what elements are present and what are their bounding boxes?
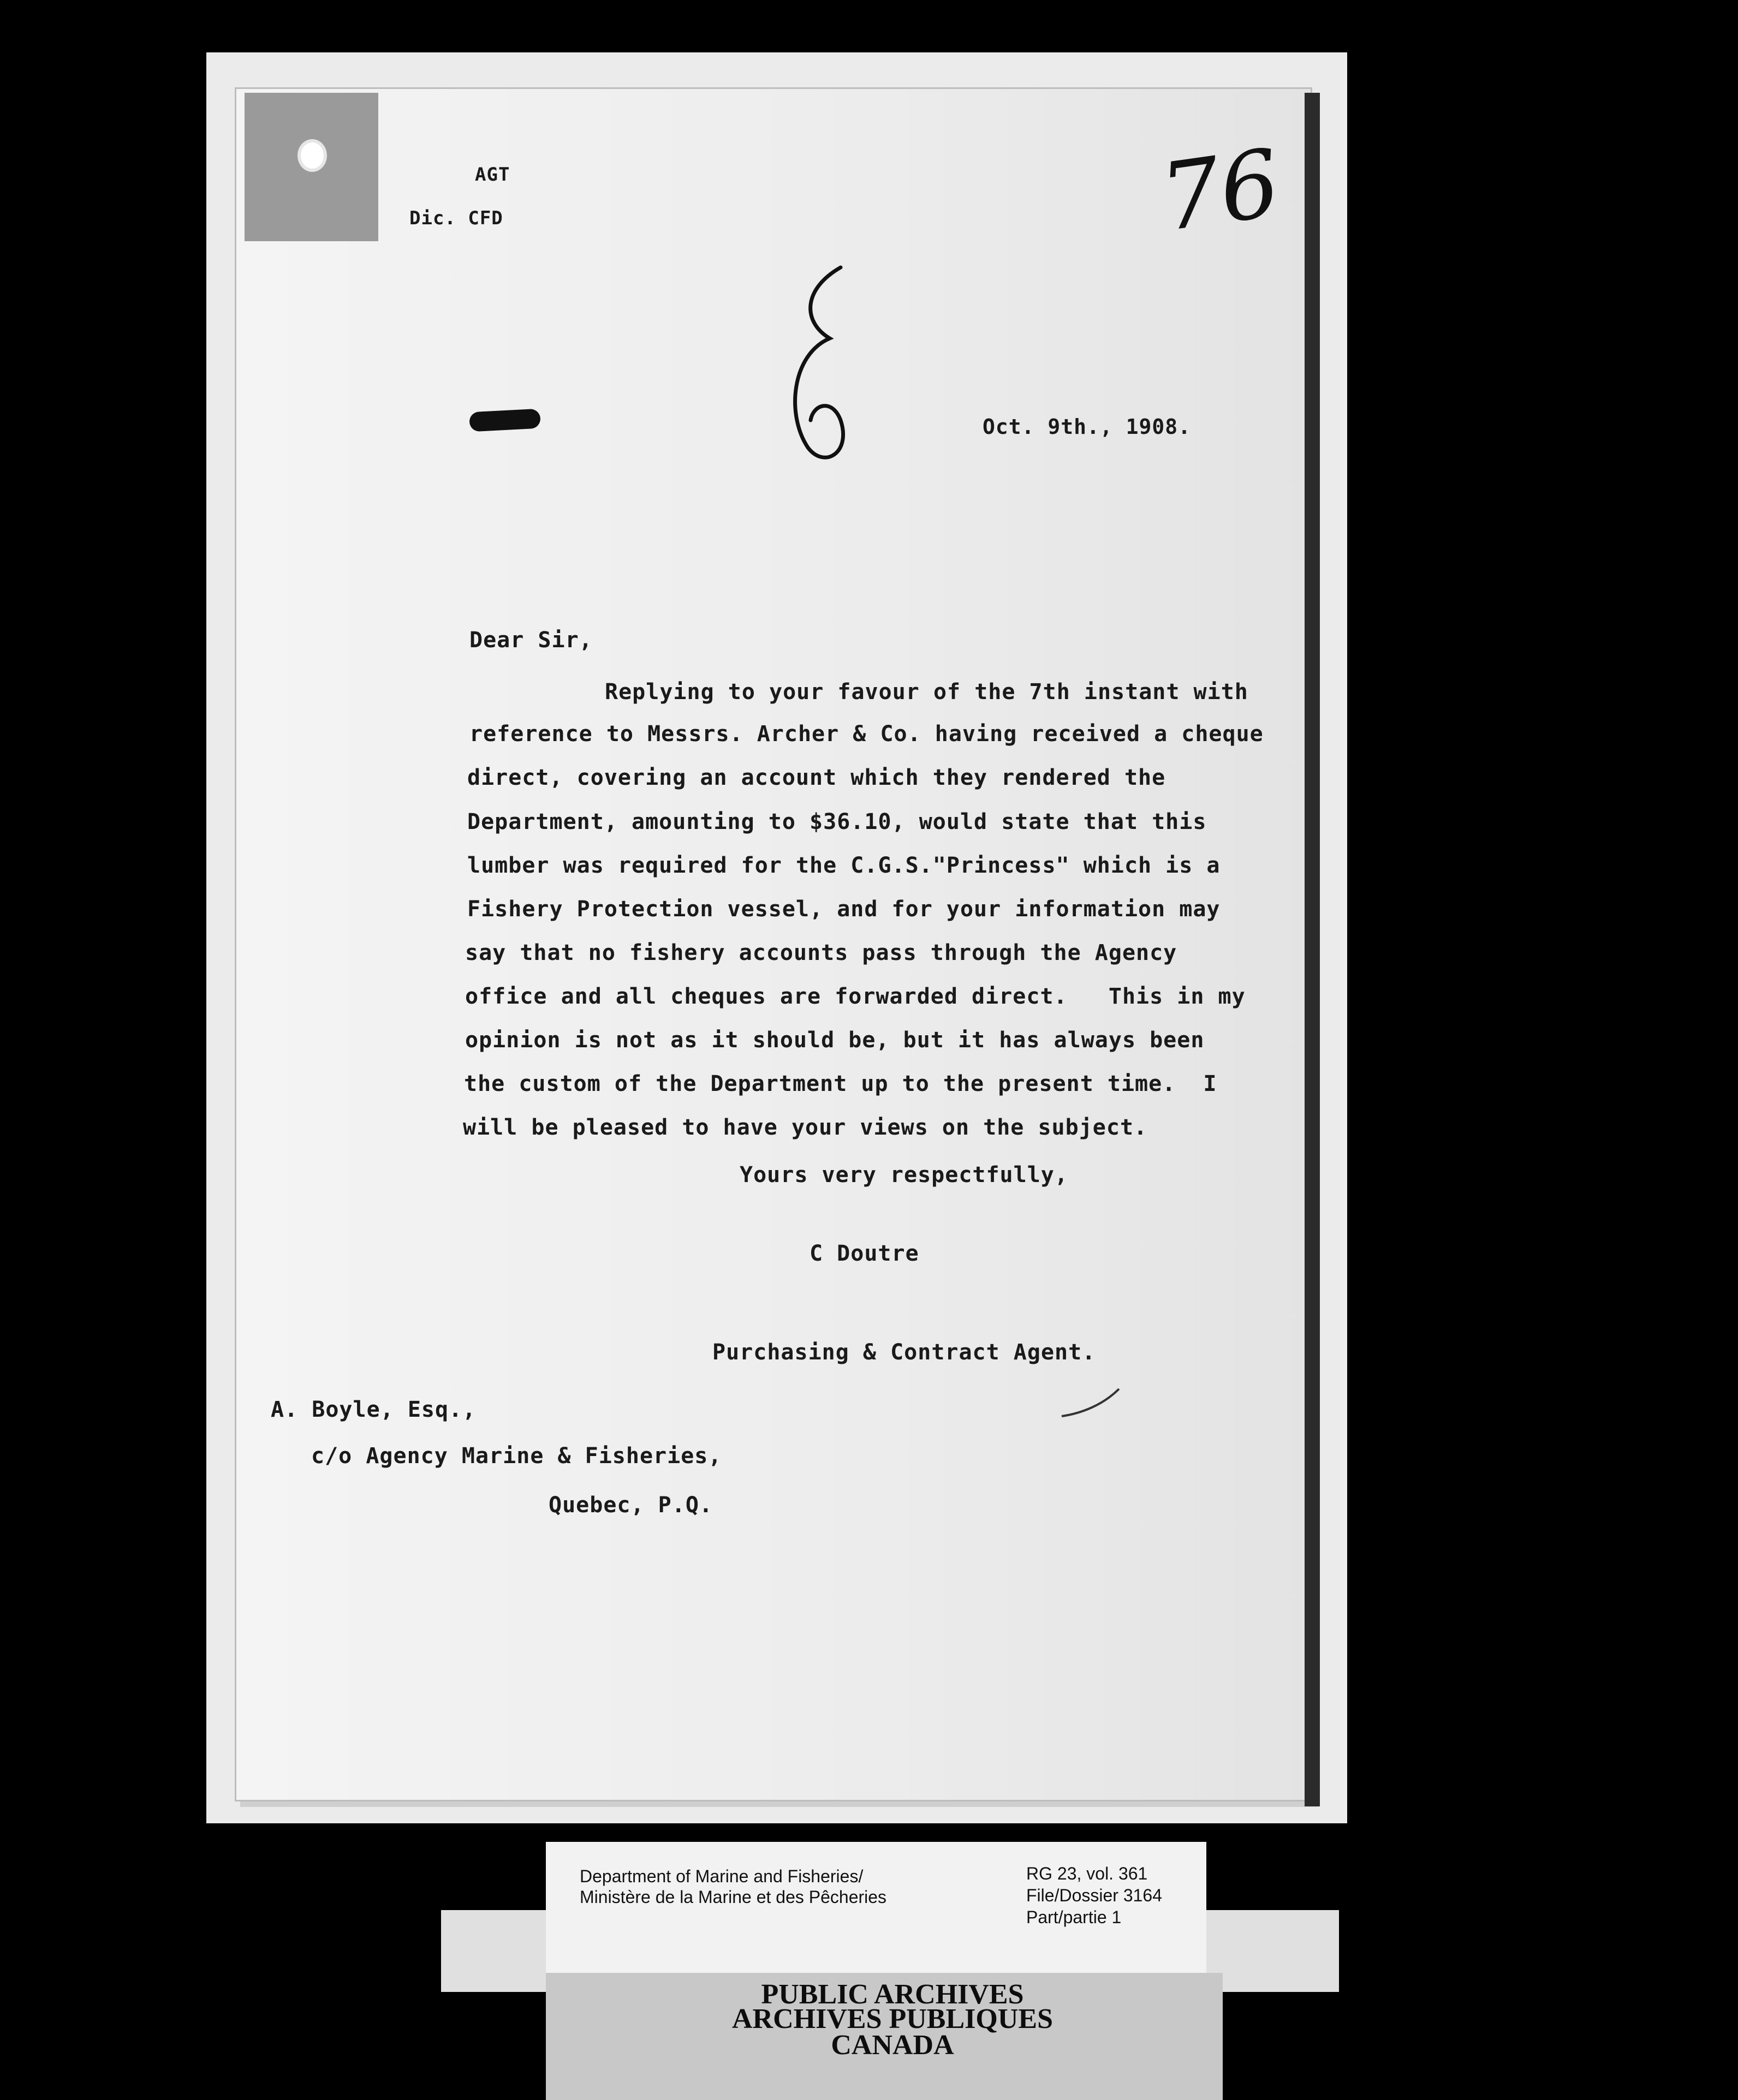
body-line: Replying to your favour of the 7th instant with [605, 679, 1248, 705]
body-line: Fishery Protection vessel, and for your information may [467, 897, 1221, 922]
card-department-en: Department of Marine and Fisheries/ [580, 1866, 864, 1886]
punch-hole [297, 139, 327, 172]
body-line: reference to Messrs. Archer & Co. having received a cheque [469, 721, 1264, 747]
folio-number [1154, 129, 1287, 262]
stamp-line-3: CANADA [831, 2030, 954, 2061]
body-line: office and all cheques are forwarded direct. This in my [465, 984, 1246, 1009]
pencil-tick [1059, 1383, 1124, 1422]
reference-dic: Dic. CFD [409, 207, 503, 229]
addressee-line3: Quebec, P.Q. [549, 1493, 713, 1518]
closing: Yours very respectfully, [740, 1162, 1068, 1188]
letter-date: Oct. 9th., 1908. [983, 415, 1192, 439]
body-line: say that no fishery accounts pass through the Agency [465, 940, 1177, 965]
salutation: Dear Sir, [469, 628, 593, 653]
body-line: will be pleased to have your views on the subject. [463, 1115, 1148, 1140]
addressee-name: A. Boyle, Esq., [271, 1397, 477, 1422]
addressee-line2: c/o Agency Marine & Fisheries, [311, 1443, 722, 1469]
handwritten-mark [781, 256, 857, 469]
card-file: File/Dossier 3164 [1026, 1886, 1162, 1905]
folio-number-text: 76 [1154, 129, 1287, 253]
card-record-group: RG 23, vol. 361 [1026, 1864, 1148, 1883]
body-line: lumber was required for the C.G.S."Princess" which is a [467, 853, 1221, 878]
page-edge-shadow [1305, 93, 1320, 1806]
card-part: Part/partie 1 [1026, 1907, 1122, 1927]
signature: C Doutre [810, 1241, 919, 1266]
body-line: Department, amounting to $36.10, would state that this [467, 809, 1207, 834]
signature-title: Purchasing & Contract Agent. [712, 1340, 1096, 1365]
body-line: the custom of the Department up to the present time. I [464, 1071, 1217, 1096]
stamp-line-1: PUBLIC ARCHIVES [761, 1979, 1024, 2010]
reference-agt: AGT [475, 164, 510, 186]
struck-out-text [469, 409, 541, 432]
body-line: direct, covering an account which they rendered the [467, 765, 1166, 790]
stamp-line-2: ARCHIVES PUBLIQUES [731, 2003, 1053, 2035]
card-department-fr: Ministère de la Marine et des Pêcheries [580, 1887, 887, 1907]
body-line: opinion is not as it should be, but it has always been [465, 1028, 1205, 1053]
